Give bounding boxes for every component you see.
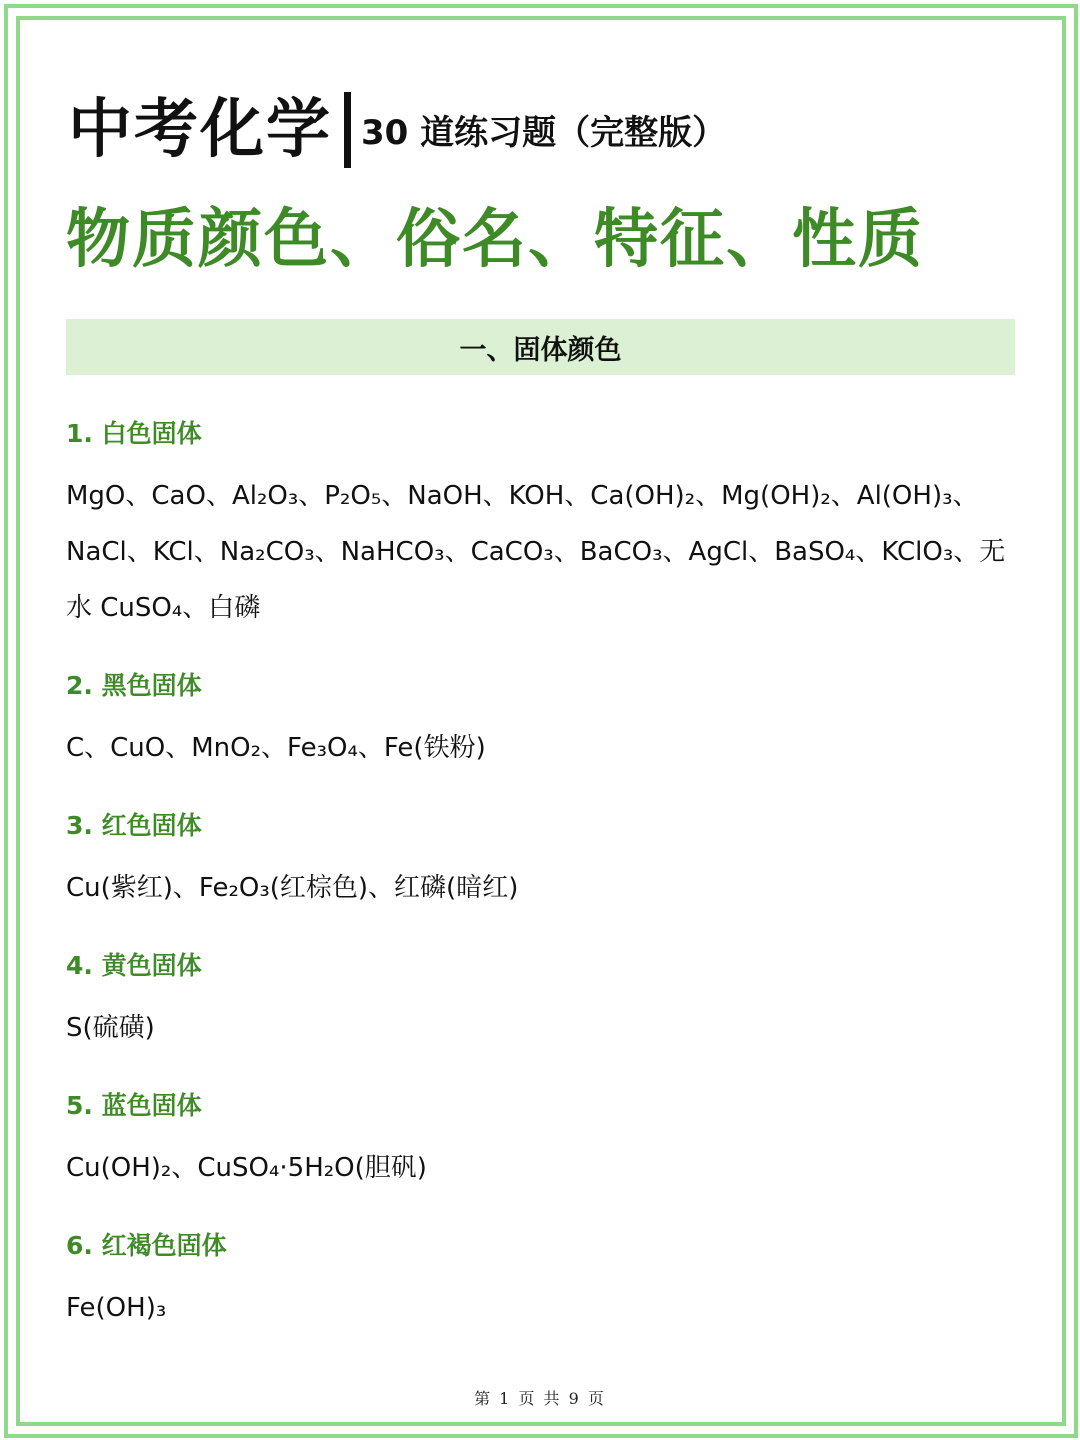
page-number: 第 1 页 共 9 页 (474, 1389, 606, 1408)
category-black (66, 664, 1016, 776)
category-heading: 6. 红褐色固体 (66, 1231, 227, 1260)
section-banner (66, 319, 1015, 375)
category-red-brown (66, 1224, 1016, 1336)
category-text: MgO、CaO、Al₂O₃、P₂O₅、NaOH、KOH、Ca(OH)₂、Mg(OH)₂、Al(OH)₃、NaCl、KCl、Na₂CO₃、NaHCO₃、CaCO₃、BaCO₃、AgCl、BaSO₄、KClO₃、无水 CuSO₄、白磷 (66, 481, 1006, 623)
category-red (66, 804, 1016, 916)
page-title: 中考化学 (68, 93, 332, 167)
category-heading: 2. 黑色固体 (66, 671, 202, 700)
section-title: 一、固体颜色 (459, 334, 622, 366)
category-yellow (66, 944, 1016, 1056)
category-heading: 5. 蓝色固体 (66, 1091, 202, 1120)
category-heading: 4. 黄色固体 (66, 951, 202, 980)
category-text: Cu(紫红)、Fe₂O₃(红棕色)、红磷(暗红) (66, 873, 519, 903)
page-subtitle: 30 道练习题（完整版） (361, 113, 727, 153)
category-text: Cu(OH)₂、CuSO₄·5H₂O(胆矾) (66, 1153, 427, 1183)
title-divider (344, 92, 351, 168)
topic-heading: 物质颜色、俗名、特征、性质 (66, 203, 924, 277)
category-list (66, 412, 1016, 1336)
category-text: Fe(OH)₃ (66, 1293, 167, 1323)
category-heading: 3. 红色固体 (66, 811, 202, 840)
category-text: C、CuO、MnO₂、Fe₃O₄、Fe(铁粉) (66, 733, 486, 763)
category-heading: 1. 白色固体 (66, 419, 202, 448)
title-row (68, 88, 726, 172)
category-white (66, 412, 1016, 636)
category-blue (66, 1084, 1016, 1196)
category-text: S(硫磺) (66, 1013, 155, 1043)
